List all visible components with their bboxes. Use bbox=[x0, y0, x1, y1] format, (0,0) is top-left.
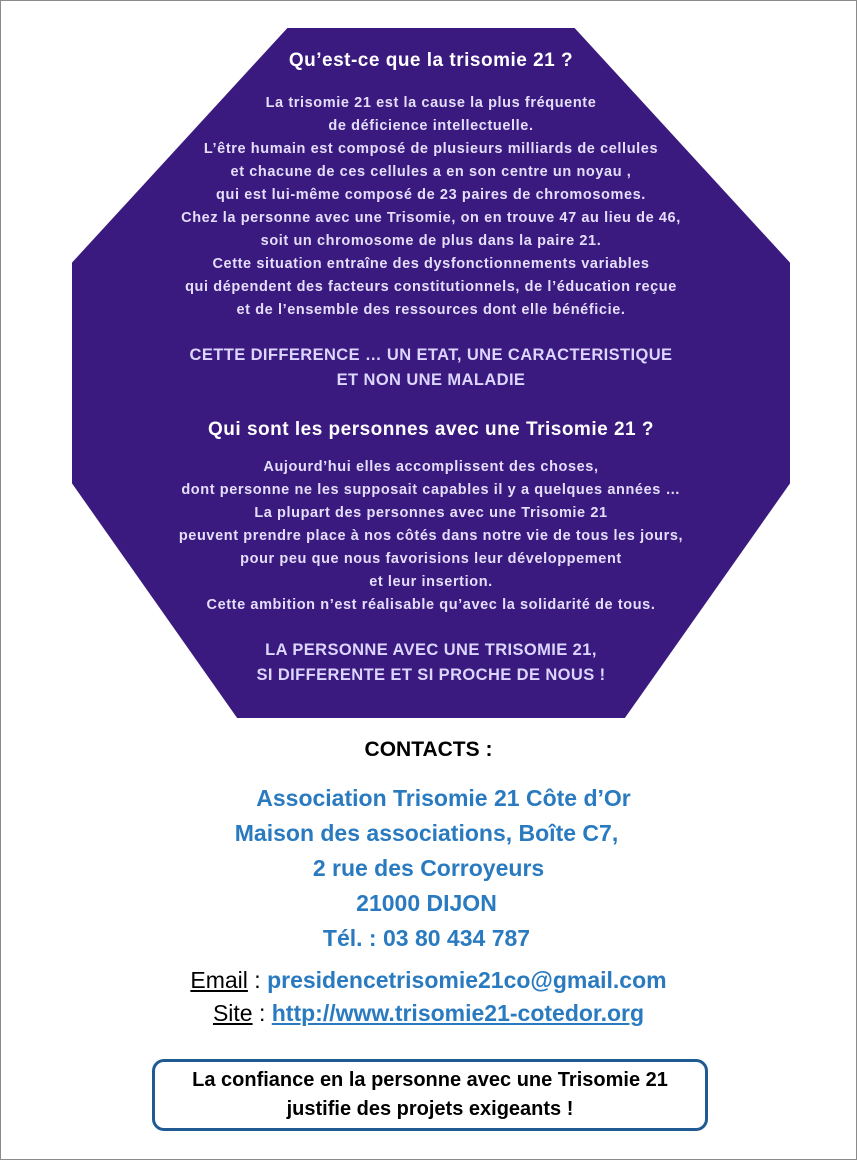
text-line: qui dépendent des facteurs constitutionnels, de l’éducation reçue bbox=[185, 279, 677, 295]
site-separator: : bbox=[252, 1000, 272, 1026]
address-city: 21000 DIJON bbox=[356, 890, 497, 916]
difference-statement bbox=[72, 343, 790, 393]
text-line: CETTE DIFFERENCE … UN ETAT, UNE CARACTERISTIQUE bbox=[189, 346, 673, 364]
email-label: Email bbox=[190, 967, 248, 993]
text-line: La trisomie 21 est la cause la plus fréquente bbox=[265, 95, 597, 111]
tagline-line: La confiance en la personne avec une Trisomie 21 bbox=[192, 1069, 668, 1091]
text-line: dont personne ne les supposait capables il y a quelques années … bbox=[181, 482, 681, 498]
contacts-title: CONTACTS : bbox=[364, 738, 493, 761]
site-label: Site bbox=[212, 1000, 253, 1026]
text-line: ET NON UNE MALADIE bbox=[336, 371, 526, 389]
text-line: de déficience intellectuelle. bbox=[328, 118, 534, 134]
text-line: Aujourd’hui elles accomplissent des choses, bbox=[263, 459, 599, 475]
address-line: 2 rue des Corroyeurs bbox=[312, 855, 545, 881]
what-is-paragraph bbox=[72, 92, 790, 322]
text-line: Cette situation entraîne des dysfonctionnements variables bbox=[212, 256, 650, 272]
text-line: et leur insertion. bbox=[369, 574, 493, 590]
text-line: Chez la personne avec une Trisomie, on en trouve 47 au lieu de 46, bbox=[181, 210, 681, 226]
text-line: SI DIFFERENTE ET SI PROCHE DE NOUS ! bbox=[256, 666, 606, 684]
email-link[interactable]: presidencetrisomie21co@gmail.com bbox=[267, 967, 667, 993]
text-line: L’être humain est composé de plusieurs milliards de cellules bbox=[203, 141, 659, 157]
text-line: soit un chromosome de plus dans la paire 21. bbox=[260, 233, 602, 249]
text-line: LA PERSONNE AVEC UNE TRISOMIE 21, bbox=[265, 641, 597, 659]
text-line: qui est lui-même composé de 23 paires de chromosomes. bbox=[216, 187, 646, 203]
text-line: pour peu que nous favorisions leur développement bbox=[240, 551, 622, 567]
text-line: et de l’ensemble des ressources dont elle bénéficie. bbox=[236, 302, 626, 318]
section-title-who-are: Qui sont les personnes avec une Trisomie 21 ? bbox=[208, 419, 654, 440]
site-link[interactable]: http://www.trisomie21-cotedor.org bbox=[271, 1000, 645, 1026]
who-are-paragraph bbox=[72, 456, 790, 617]
address-line: Maison des associations, Boîte C7, bbox=[234, 820, 619, 846]
phone-number: Tél. : 03 80 434 787 bbox=[322, 925, 531, 951]
site-row bbox=[0, 998, 857, 1028]
email-separator: : bbox=[247, 967, 268, 993]
closing-statement bbox=[72, 638, 790, 688]
text-line: La plupart des personnes avec une Trisomie 21 bbox=[254, 505, 608, 521]
tagline-line: justifie des projets exigeants ! bbox=[286, 1098, 574, 1120]
association-name: Association Trisomie 21 Côte d’Or bbox=[256, 785, 631, 811]
tagline-box bbox=[152, 1059, 708, 1131]
text-line: Cette ambition n’est réalisable qu’avec la solidarité de tous. bbox=[206, 597, 656, 613]
email-row bbox=[0, 965, 857, 995]
contact-address bbox=[0, 781, 857, 956]
section-title-what-is: Qu’est-ce que la trisomie 21 ? bbox=[288, 50, 574, 71]
text-line: peuvent prendre place à nos côtés dans notre vie de tous les jours, bbox=[178, 528, 684, 544]
text-line: et chacune de ces cellules a en son centre un noyau , bbox=[230, 164, 632, 180]
